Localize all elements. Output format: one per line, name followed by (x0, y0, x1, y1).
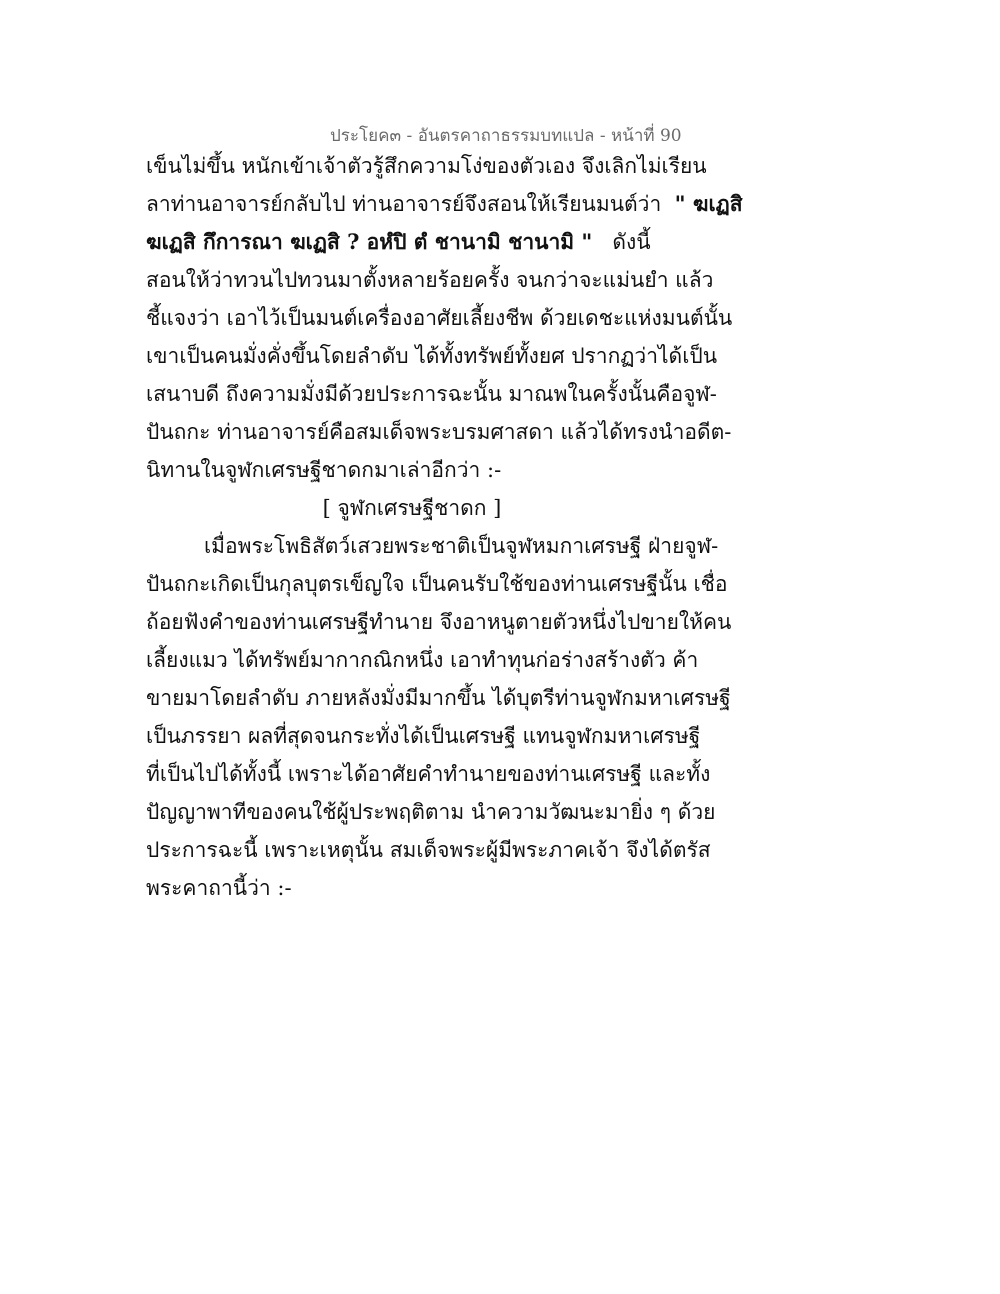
text-line: ขายมาโดยลำดับ ภายหลังมั่งมีมากขึ้น ได้บุตรีท่านจูฬกมหาเศรษฐี (146, 686, 731, 710)
text-line: ที่เป็นไปได้ทั้งนี้ เพราะได้อาศัยคำทำนายของท่านเศรษฐี และทั้ง (146, 762, 711, 786)
text-line: ปันถกะเกิดเป็นกุลบุตรเข็ญใจ เป็นคนรับใช้ของท่านเศรษฐีนั้น เชื่อ (146, 572, 728, 596)
body-text (146, 147, 743, 907)
text-line: เขาเป็นคนมั่งคั่งขึ้นโดยลำดับ ได้ทั้งทรัพย์ทั้งยศ ปรากฏว่าได้เป็น (146, 344, 718, 368)
text-line (146, 223, 678, 261)
text-line: ปันถกะ ท่านอาจารย์คือสมเด็จพระบรมศาสดา แล้วได้ทรงนำอดีต- (146, 420, 732, 444)
text-span: ลาท่านอาจารย์กลับไป ท่านอาจารย์จึงสอนให้เรียนมนต์ว่า (146, 192, 662, 216)
text-line: เป็นภรรยา ผลที่สุดจนกระทั่งได้เป็นเศรษฐี แทนจูฬกมหาเศรษฐี (146, 724, 701, 748)
text-line: เสนาบดี ถึงความมั่งมีด้วยประการฉะนั้น มาณพในครั้งนั้นคือจูฬ- (146, 382, 717, 406)
text-line: พระคาถานี้ว่า :- (146, 876, 292, 900)
text-line: ถ้อยฟังคำของท่านเศรษฐีทำนาย จึงอาหนูตายตัวหนึ่งไปขายให้คน (146, 610, 732, 634)
text-line: สอนให้ว่าทวนไปทวนมาตั้งหลายร้อยครั้ง จนกว่าจะแม่นยำ แล้ว (146, 268, 714, 292)
running-header: ประโยค๓ - อันตรคาถาธรรมบทแปล - หน้าที่ 90 (330, 126, 682, 146)
text-line: เลี้ยงแมว ได้ทรัพย์มากากณิกหนึ่ง เอาทำทุนก่อร่างสร้างตัว ค้า (146, 648, 699, 672)
text-line (146, 185, 743, 223)
text-line: ปัญญาพาทีของคนใช้ผู้ประพฤติตาม นำความวัฒนะมายิ่ง ๆ ด้วย (146, 800, 716, 824)
text-line: เข็นไม่ขึ้น หนักเข้าเจ้าตัวรู้สึกความโง่ของตัวเอง จึงเลิกไม่เรียน (146, 154, 707, 178)
mantra-quote-start: " ฆเฏสิ (674, 191, 743, 216)
text-line: ประการฉะนี้ เพราะเหตุนั้น สมเด็จพระผู้มีพระภาคเจ้า จึงได้ตรัส (146, 838, 711, 862)
text-span: ดังนี้ (612, 230, 651, 254)
section-title: [ จูฬกเศรษฐีชาดก ] (322, 496, 502, 520)
text-line: ชี้แจงว่า เอาไว้เป็นมนต์เครื่องอาศัยเลี้ยงชีพ ด้วยเดชะแห่งมนต์นั้น (146, 306, 733, 330)
text-line: เมื่อพระโพธิสัตว์เสวยพระชาติเป็นจูฬหมกาเศรษฐี ฝ่ายจูฬ- (204, 534, 719, 558)
mantra-quote: ฆเฏสิ กึการณา ฆเฏสิ ? อหํปิ ตํ ชานามิ ชานามิ " (146, 229, 593, 254)
text-line: นิทานในจูฬกเศรษฐีชาดกมาเล่าอีกว่า :- (146, 458, 502, 482)
